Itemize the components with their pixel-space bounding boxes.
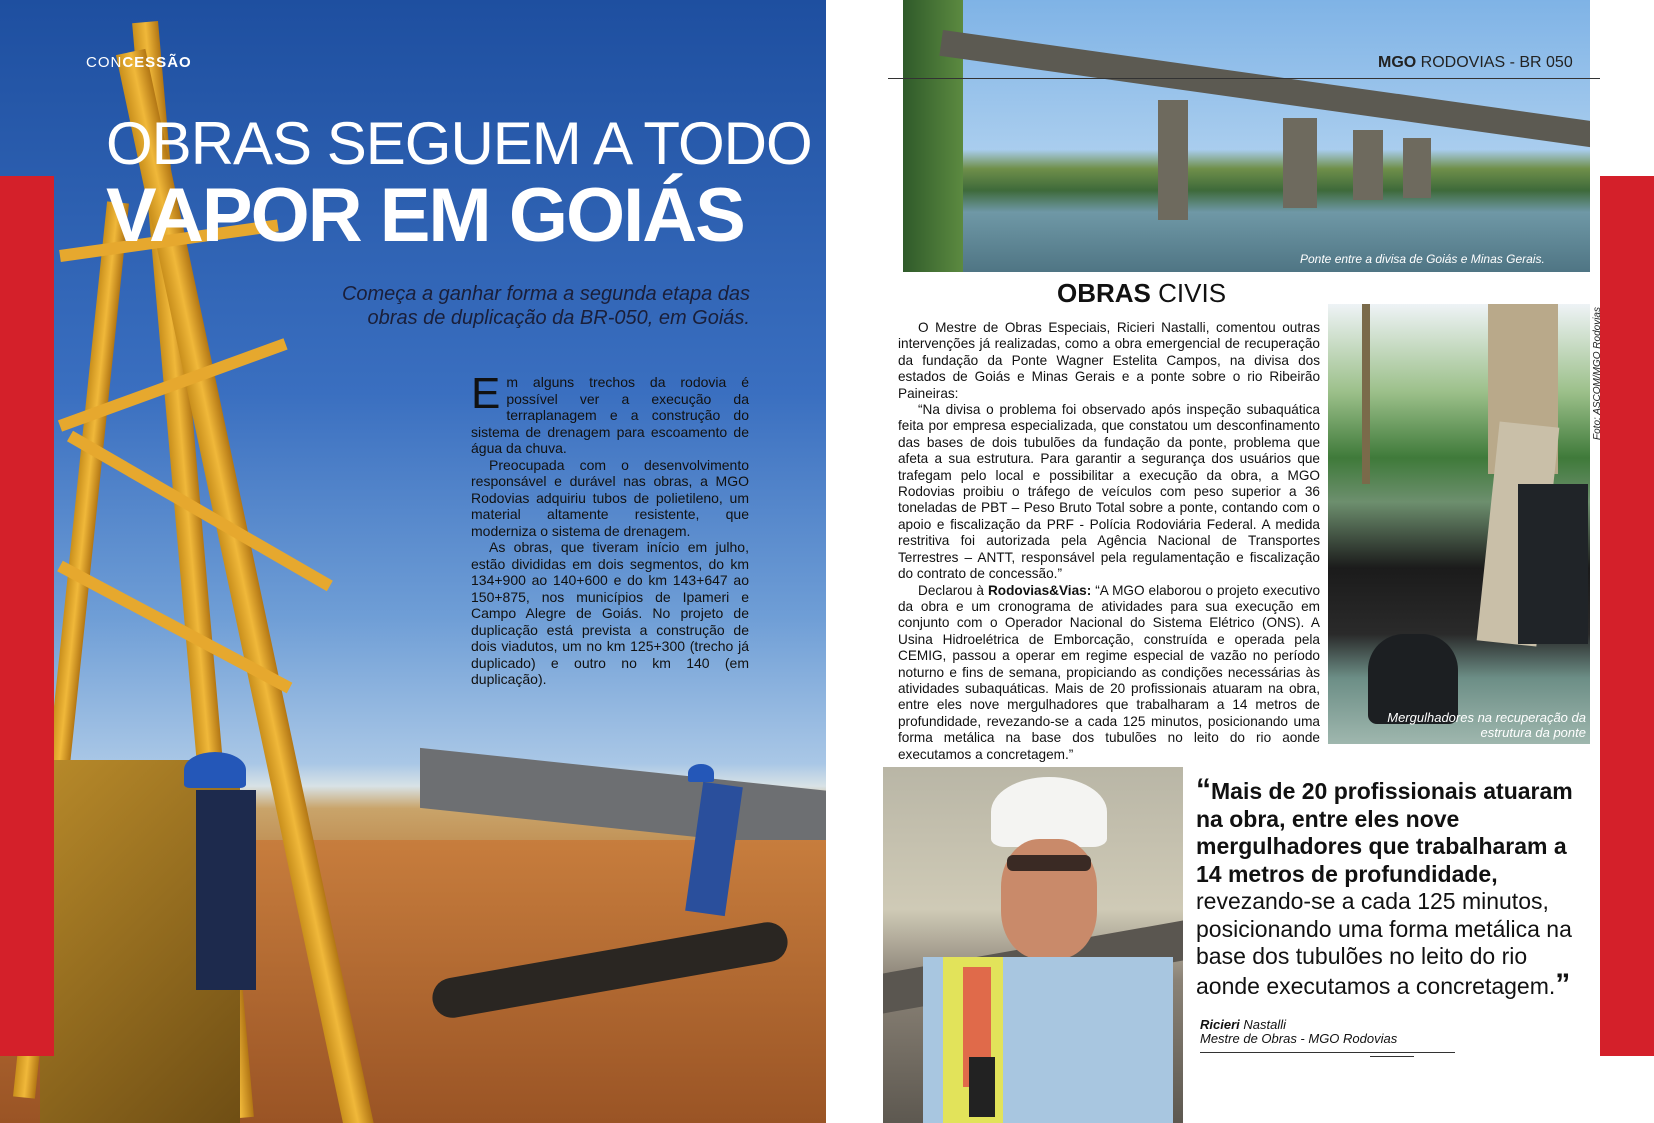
paragraph: As obras, que tiveram início em julho, estão divididas em dois segmentos, do km 134+900 ao 140+600 e do km 143+647 ao 150+875, nos municípios de Ipameri e Campo Alegre de Goiás. No projeto de duplicação está prevista a construção de dois viadutos, um no km 125+300 (trecho já duplicado) e outro no km 140 (em duplicação). [471, 539, 749, 687]
worker-helmet [688, 764, 714, 782]
bridge-pier [1403, 138, 1431, 198]
section-label-light: CON [86, 54, 123, 71]
wooden-pole [1362, 304, 1370, 484]
masthead-rest: RODOVIAS - BR 050 [1416, 54, 1573, 71]
left-article-body [471, 369, 749, 688]
section-title-bold: OBRAS [1057, 278, 1151, 308]
masthead-rule [888, 78, 1600, 79]
quote-bold: Mais de 20 profissionais atuaram na obra, entre eles nove mergulhadores que trabalharam a 14 metros de profundidade, [1196, 778, 1573, 887]
paragraph: “Na divisa o problema foi observado após inspeção subaquática feita por empresa especializada, que constatou um desconfinamento das bases de dois tubulões da fundação da ponte, problema que afeta a sua estrutura. Para garantir a segurança dos usuários que trafegam pelo local e possibilitar a execução da obra, a MGO Rodovias proibiu o tráfego de veículos com peso superior a 36 toneladas de PBT – Peso Bruto Total sobre a ponte, contando com o apoio e fiscalização da PRF - Polícia Rodoviária Federal. A medida restritiva foi autorizada pela Agência Nacional de Transportes Terrestres – ANTT, responsável pela regulamentação e fiscalização do contrato de concessão.” [898, 402, 1320, 582]
signature-name [1200, 1018, 1397, 1032]
bridge-caption: Ponte entre a divisa de Goiás e Minas Gerais. [1300, 252, 1545, 266]
signature [1200, 1018, 1397, 1046]
section-label [86, 54, 192, 71]
road-shape [420, 748, 826, 852]
red-accent-bar-left [0, 176, 54, 1056]
headline-line-2: VAPOR EM GOIÁS [106, 173, 744, 258]
bridge-pier [1283, 118, 1317, 208]
signature-first-name: Ricieri [1200, 1017, 1240, 1032]
masthead-brand: MGO [1378, 54, 1417, 71]
signature-rule-short [1370, 1056, 1414, 1057]
bridge-pier [1158, 100, 1188, 220]
publication-name: Rodovias&Vias: [987, 582, 1092, 598]
dropcap: E [471, 369, 501, 418]
signature-title: Mestre de Obras - MGO Rodovias [1200, 1031, 1398, 1046]
declared-prefix: Declarou à [918, 582, 988, 598]
section-label-bold: CESSÃO [122, 54, 192, 71]
worker-body [196, 790, 256, 990]
bridge-pier [1353, 130, 1383, 200]
declared-text: “A MGO elaborou o projeto executivo da obra e um cronograma de atividades para sua execução em conjunto com o Operador Nacional do Sistema Elétrico (ONS). A Usina Hidroelétrica de Emborcação, construída e operada pela CEMIG, passou a operar em regime especial de vazão no período noturno e fins de semana, propiciando as condições necessárias às atividades subaquáticas. Mais de 20 profissionais atuaram na obra, entre eles nove mergulhadores que trabalharam a 14 metros de profundidade, revezando-se a cada 125 minutos, posicionando uma forma metálica na base dos tubulões no leito do rio aonde executamos a concretagem.” [898, 582, 1321, 762]
right-article-body [898, 320, 1320, 763]
divers-photo [1328, 304, 1590, 744]
quote-close-mark: ” [1555, 967, 1571, 1001]
quote-rest: revezando-se a cada 125 minutos, posicionando uma forma metálica na base dos tubulões no leito do rio aonde executamos a concretagem. [1196, 888, 1572, 999]
paragraph [898, 583, 1320, 763]
paragraph [471, 369, 749, 457]
diver-figure [1518, 484, 1588, 644]
section-title [1057, 278, 1226, 309]
bridge-photo [903, 0, 1590, 272]
quote-open-mark: “ [1196, 773, 1211, 806]
worker-helmet [184, 752, 246, 788]
pull-quote [1196, 773, 1576, 1001]
radio-device [969, 1057, 995, 1117]
portrait-photo [883, 767, 1183, 1123]
photo-credit-text: Foto: ASCOM/MGO Rodovias [1592, 307, 1603, 440]
paragraph: O Mestre de Obras Especiais, Ricieri Nastalli, comentou outras intervenções já realizadas, como a obra emergencial de recuperação da fundação da Ponte Wagner Estelita Campos, na divisa dos estados de Goiás e Minas Gerais e a ponte sobre o rio Ribeirão Paineiras: [898, 320, 1320, 401]
signature-rule [1200, 1052, 1455, 1053]
photo-credit [1592, 300, 1606, 440]
bridge-deck [939, 30, 1590, 153]
hard-hat [991, 777, 1107, 847]
headline-line-1: OBRAS SEGUEM A TODO [106, 110, 812, 177]
section-title-rest: CIVIS [1150, 278, 1227, 308]
signature-last-name: Nastalli [1239, 1017, 1286, 1032]
paragraph-text: m alguns trechos da rodovia é possível ver a execução da terraplanagem e a construção do sistema de drenagem para escoamento de água da chuva. [471, 374, 749, 456]
sunglasses [1007, 855, 1091, 871]
masthead [1378, 54, 1573, 72]
paragraph: Preocupada com o desenvolvimento responsável e durável nas obras, a MGO Rodovias adquiriu tubos de polietileno, um material altamente resistente, que moderniza o sistema de drenagem. [471, 456, 749, 539]
divers-caption: Mergulhadores na recuperação da estrutura da ponte [1387, 710, 1586, 740]
subhead: Começa a ganhar forma a segunda etapa das obras de duplicação da BR-050, em Goiás. [341, 283, 750, 329]
red-accent-bar-right [1600, 176, 1654, 1056]
